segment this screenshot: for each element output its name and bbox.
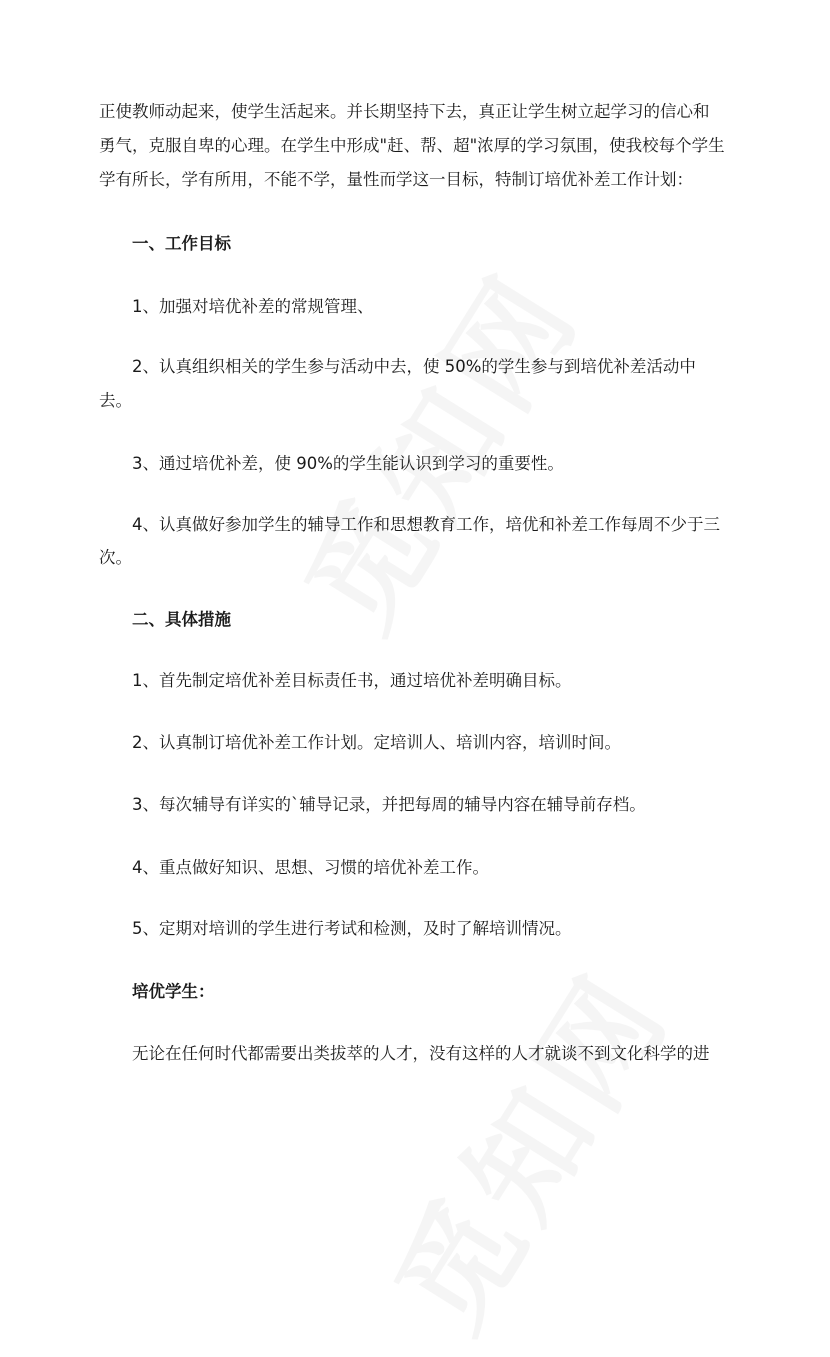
goal-item: 3、通过培优补差，使 90%的学生能认识到学习的重要性。 [132, 454, 564, 473]
section-heading-top-students: 培优学生： [132, 982, 215, 1001]
goal-item: 1、加强对培优补差的常规管理、 [132, 297, 374, 316]
intro-line: 勇气，克服自卑的心理。在学生中形成"赶、帮、超"浓厚的学习氛围，使我校每个学生 [99, 136, 725, 155]
section-heading-goals: 一、工作目标 [132, 234, 231, 253]
measure-item: 3、每次辅导有详实的`辅导记录，并把每周的辅导内容在辅导前存档。 [132, 795, 646, 814]
goal-item-continuation: 去。 [99, 391, 132, 410]
goal-item-continuation: 次。 [99, 548, 132, 567]
goal-item: 2、认真组织相关的学生参与活动中去，使 50%的学生参与到培优补差活动中 [132, 357, 696, 376]
section-heading-measures: 二、具体措施 [132, 610, 231, 629]
paragraph-line: 无论在任何时代都需要出类拔萃的人才，没有这样的人才就谈不到文化科学的进 [132, 1044, 710, 1063]
measure-item: 2、认真制订培优补差工作计划。定培训人、培训内容，培训时间。 [132, 733, 621, 752]
measure-item: 5、定期对培训的学生进行考试和检测，及时了解培训情况。 [132, 919, 572, 938]
measure-item: 4、重点做好知识、思想、习惯的培优补差工作。 [132, 858, 489, 877]
measure-item: 1、首先制定培优补差目标责任书，通过培优补差明确目标。 [132, 671, 572, 690]
watermark [349, 935, 702, 1357]
intro-line: 正使教师动起来，使学生活起来。并长期坚持下去，真正让学生树立起学习的信心和 [99, 102, 710, 121]
goal-item: 4、认真做好参加学生的辅导工作和思想教育工作，培优和补差工作每周不少于三 [132, 515, 720, 534]
intro-line: 学有所长，学有所用，不能不学，量性而学这一目标，特制订培优补差工作计划： [99, 170, 693, 189]
